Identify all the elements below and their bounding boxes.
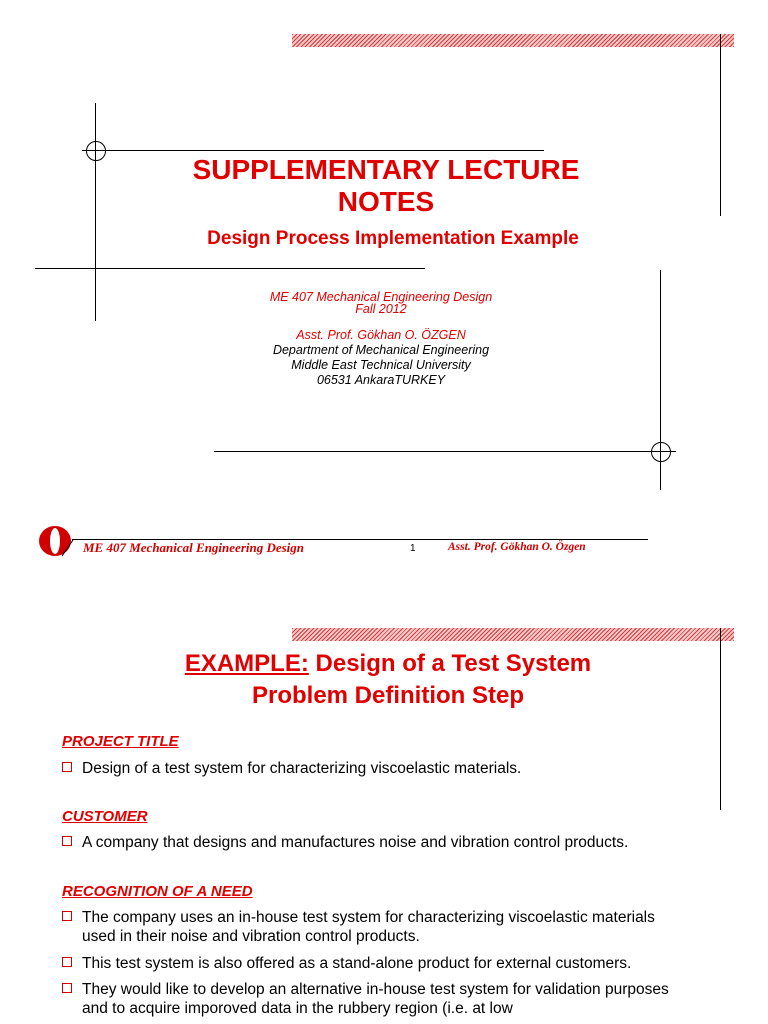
department-name: Department of Mechanical Engineering (272, 343, 490, 357)
checkbox-bullet-icon (62, 836, 72, 846)
course-term: Fall 2012 (355, 302, 407, 316)
slide-subtitle: Design Process Implementation Example (207, 228, 579, 249)
course-name: ME 407 Mechanical Engineering Design (269, 290, 493, 304)
checkbox-bullet-icon (62, 983, 72, 993)
slide-title-line2: Problem Definition Step (251, 682, 524, 709)
bullet-item (62, 980, 692, 1018)
title-rest: Design of a Test System (308, 650, 592, 677)
bullet-text: Design of a test system for characterizing viscoelastic materials. (82, 760, 522, 777)
instructor-name: Asst. Prof. Gökhan O. ÖZGEN (296, 328, 466, 342)
bullet-item (62, 908, 672, 946)
frame-line (35, 268, 425, 269)
address: 06531 AnkaraTURKEY (316, 373, 446, 387)
checkbox-bullet-icon (62, 911, 72, 921)
frame-line (82, 150, 544, 151)
bullet-item (62, 833, 732, 852)
bullet-text: The company uses an in-house test system for characterizing viscoelastic materials used in their noise and vibration control products. (82, 909, 655, 945)
bullet-text: A company that designs and manufactures noise and vibration control products. (82, 834, 629, 851)
section-heading: RECOGNITION OF A NEED (62, 883, 253, 900)
slide-title (0, 154, 768, 218)
bullet-text: This test system is also offered as a stand-alone product for external customers. (82, 955, 632, 972)
bullet-item (62, 759, 732, 778)
checkbox-bullet-icon (62, 762, 72, 772)
section-heading: CUSTOMER (62, 808, 148, 825)
university-name: Middle East Technical University (291, 358, 471, 372)
author-info (0, 290, 762, 388)
frame-line (214, 451, 676, 452)
slide-title-line2: NOTES (337, 186, 435, 217)
bullet-text: They would like to develop an alternative in-house test system for validation purposes and to acquire imporoved data in the rubbery region (i.e. at low (82, 981, 669, 1017)
checkbox-bullet-icon (62, 957, 72, 967)
slide-title (0, 648, 768, 712)
decorative-hatch-bar (292, 34, 734, 47)
crosshair-circle-icon (651, 442, 671, 462)
footer-course: ME 407 Mechanical Engineering Design (83, 540, 305, 555)
title-prefix: EXAMPLE: (184, 650, 309, 677)
footer-instructor: Asst. Prof. Gökhan O. Özgen (448, 541, 586, 553)
bullet-item (62, 954, 742, 973)
decorative-hatch-bar (292, 628, 734, 641)
slide-title-line1: SUPPLEMENTARY LECTURE (192, 154, 580, 185)
page-number: 1 (410, 543, 416, 554)
section-heading: PROJECT TITLE (62, 733, 179, 750)
footer-logo-icon (36, 524, 74, 558)
slide-title-line1 (0, 648, 768, 680)
